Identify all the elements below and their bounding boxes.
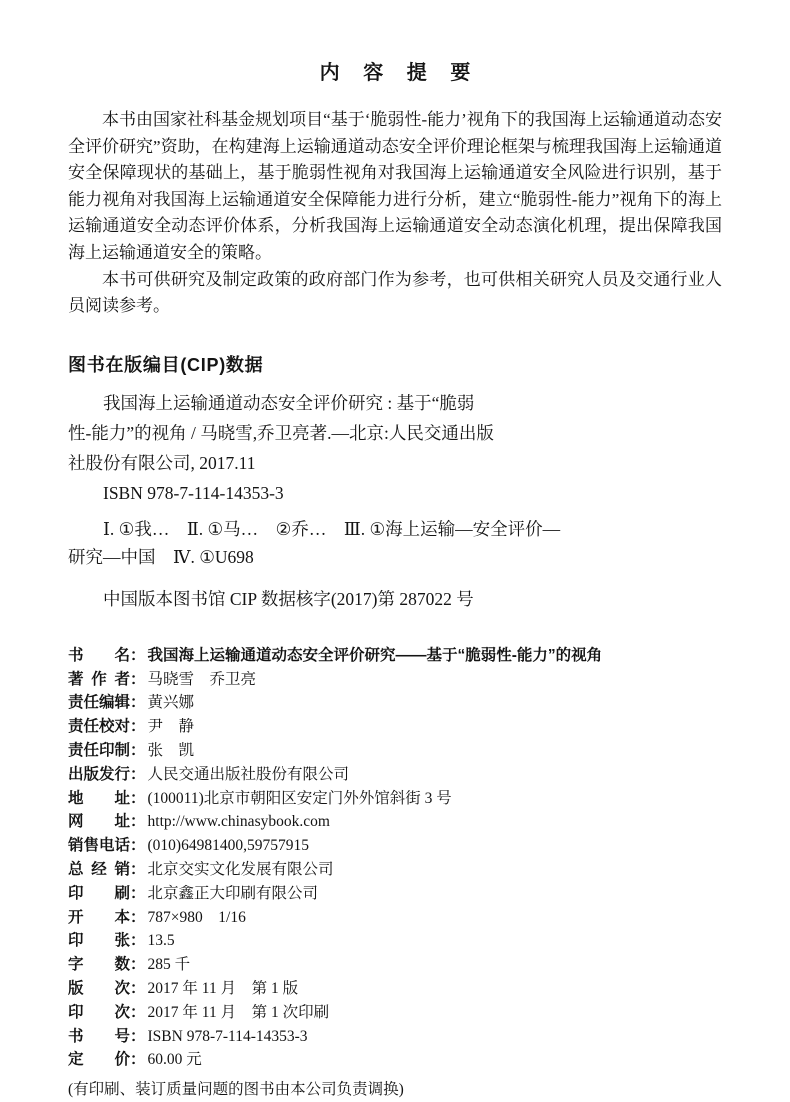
cip-record-line: 我国海上运输通道动态安全评价研究 : 基于“脆弱: [68, 392, 475, 413]
colophon-row-colon: ：: [130, 646, 146, 664]
colophon-row-colon: ：: [130, 741, 146, 759]
colophon-row-colon: ：: [130, 908, 146, 926]
colophon-row-value: 2017 年 11 月 第 1 次印刷: [147, 1003, 330, 1021]
colophon-row: [68, 787, 722, 811]
colophon-row: [68, 715, 722, 739]
colophon-row-colon: ：: [130, 956, 146, 974]
colophon-row-label: 地址: [68, 789, 130, 807]
colophon-row-label: 印张: [68, 932, 130, 950]
colophon-row: [68, 834, 722, 858]
colophon-row-label: 总经销: [68, 860, 130, 878]
colophon-row-label: 印刷: [68, 884, 130, 902]
colophon-row-colon: ：: [130, 718, 146, 736]
colophon-row-value: 2017 年 11 月 第 1 版: [147, 979, 299, 997]
colophon-row-label: 网址: [68, 813, 130, 831]
summary-paragraph: 本书由国家社科基金规划项目“基于‘脆弱性-能力’视角下的我国海上运输通道动态安全评价研究”资助，在构建海上运输通道动态安全评价理论框架与梳理我国海上运输通道安全保障现状的基础上，基于脆弱性视角对我国海上运输通道安全风险进行识别，基于能力视角对我国海上运输通道安全保障能力进行分析，建立“脆弱性-能力”视角下的海上运输通道安全动态评价体系，分析我国海上运输通道安全动态演化机理，提出保障我国海上运输通道安全的策略。: [68, 110, 722, 262]
colophon-row-label: 责任编辑: [68, 694, 131, 712]
colophon-row-value: ISBN 978-7-114-14353-3: [147, 1027, 308, 1045]
colophon-row-value: (100011)北京市朝阳区安定门外外馆斜街 3 号: [147, 789, 452, 807]
colophon-row-value: 张 凯: [147, 741, 195, 759]
colophon-row-colon: ：: [130, 979, 146, 997]
cip-registration-number: 中国版本图书馆 CIP 数据核字(2017)第 287022 号: [103, 588, 474, 609]
colophon-row: [68, 739, 722, 763]
colophon-row-label: 出版发行: [68, 765, 131, 783]
colophon-row: [68, 644, 722, 668]
colophon-row-label: 印次: [68, 1003, 130, 1021]
colophon-row-label: 销售电话: [68, 837, 131, 855]
colophon-row-value: 尹 静: [147, 718, 195, 736]
colophon-row: [68, 763, 722, 787]
cip-classification-line: Ⅰ. ①我… Ⅱ. ①马… ②乔… Ⅲ. ①海上运输—安全评价—: [68, 518, 561, 539]
colophon-row-colon: ：: [130, 694, 146, 712]
colophon-row-colon: ：: [130, 1027, 146, 1045]
colophon-row-colon: ：: [130, 1051, 146, 1069]
colophon-row-value: 60.00 元: [147, 1051, 202, 1069]
colophon-row-colon: ：: [130, 860, 146, 878]
quality-exchange-note: (有印刷、装订质量问题的图书由本公司负责调换): [68, 1081, 404, 1099]
colophon-row-value: 13.5: [147, 932, 175, 950]
colophon-row-value: 我国海上运输通道动态安全评价研究——基于“脆弱性-能力”的视角: [147, 646, 603, 664]
colophon-list: [68, 644, 722, 1072]
colophon-row: [68, 1048, 722, 1072]
cip-classification-line: 研究—中国 Ⅳ. ①U698: [68, 546, 254, 567]
colophon-row: [68, 929, 722, 953]
colophon-row: [68, 1025, 722, 1049]
cip-record-line: ISBN 978-7-114-14353-3: [68, 482, 284, 503]
colophon-row-label: 开本: [68, 908, 130, 926]
colophon-row-label: 书名: [68, 646, 130, 664]
cip-classification-block: [68, 515, 722, 571]
colophon-row-label: 字数: [68, 956, 130, 974]
colophon-row-label: 定价: [68, 1051, 130, 1069]
colophon-row: [68, 906, 722, 930]
colophon-row-value: 北京交实文化发展有限公司: [147, 860, 334, 878]
colophon-row: [68, 882, 722, 906]
colophon-row: [68, 977, 722, 1001]
colophon-row-label: 版次: [68, 979, 130, 997]
summary-title: 内 容 提 要: [319, 62, 480, 84]
colophon-row-value: 黄兴娜: [147, 694, 195, 712]
colophon-row-colon: ：: [130, 932, 146, 950]
colophon-row-value: (010)64981400,59757915: [147, 837, 309, 855]
summary-paragraph: 本书可供研究及制定政策的政府部门作为参考，也可供相关研究人员及交通行业人员阅读参考。: [68, 269, 722, 316]
cip-record-line: 社股份有限公司, 2017.11: [68, 452, 256, 473]
colophon-row-label: 著作者: [68, 670, 130, 688]
colophon-row-value: 787×980 1/16: [147, 908, 246, 926]
cip-record-line: 性-能力”的视角 / 马晓雪,乔卫亮著.—北京:人民交通出版: [68, 422, 494, 443]
colophon-row-label: 责任校对: [68, 718, 131, 736]
colophon-row-colon: ：: [130, 789, 146, 807]
colophon-row-colon: ：: [130, 670, 146, 688]
colophon-row: [68, 691, 722, 715]
colophon-row: [68, 953, 722, 977]
colophon-row-colon: ：: [130, 837, 146, 855]
colophon-row-label: 责任印制: [68, 741, 131, 759]
colophon-row-colon: ：: [130, 884, 146, 902]
colophon-row-value: 马晓雪 乔卫亮: [147, 670, 257, 688]
colophon-row-value: 285 千: [147, 956, 191, 974]
colophon-row-value: 人民交通出版社股份有限公司: [147, 765, 350, 783]
colophon-row: [68, 858, 722, 882]
colophon-row-label: 书号: [68, 1027, 130, 1045]
colophon-row-colon: ：: [130, 765, 146, 783]
cip-record-block: [68, 388, 722, 508]
colophon-row: [68, 810, 722, 834]
colophon-row: [68, 668, 722, 692]
colophon-row-colon: ：: [130, 1003, 146, 1021]
colophon-row: [68, 1001, 722, 1025]
colophon-row-value: http://www.chinasybook.com: [147, 813, 330, 831]
cip-heading: 图书在版编目(CIP)数据: [68, 354, 264, 375]
colophon-row-colon: ：: [130, 813, 146, 831]
colophon-row-value: 北京鑫正大印刷有限公司: [147, 884, 319, 902]
summary-paragraphs: [68, 107, 722, 320]
